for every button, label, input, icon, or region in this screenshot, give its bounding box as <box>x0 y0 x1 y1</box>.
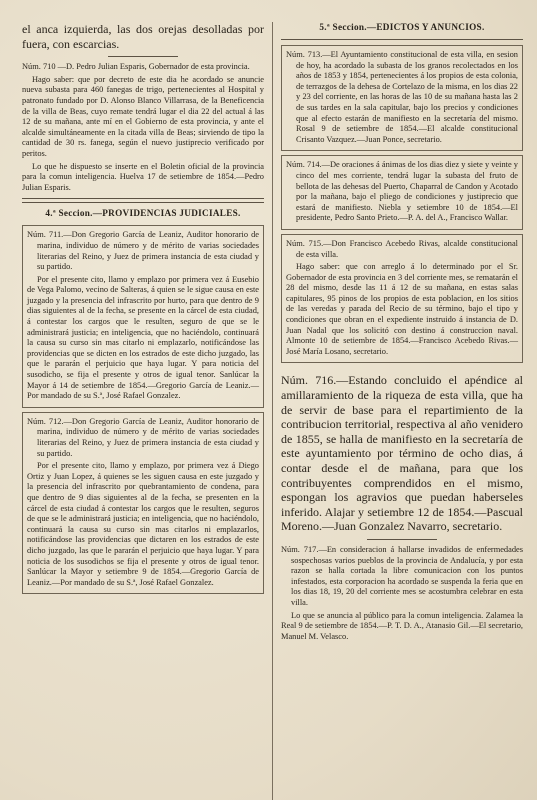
entry-714-text: Núm. 714.—De oraciones á ánimas de los dias diez y siete y veinte y cinco del mes corriente, tendrá lugar la subasta del fruto de bellota de las dehesas del Puerto, Chaparral de Candon y Acotado por la mañana, bajo el pliego de condiciones y justiprecio que estará de manifiesto. Niebla y setiembre 10 de 1854.—El presidente, Pedro Santo Prieto.—P. A. del A., Francisco Wallar. <box>286 160 518 223</box>
entry-712-body: Por el presente cito, llamo y emplazo, por primera vez á Diego Ortiz y Juan Lopez, á quienes se les siguen causa en este juzgado y la presencia del infrascrito por quebrantamiento de condena, para que dentro de 9 dias siguientes al de la fecha, se presenten en la cárcel de esta ciudad á contestar los cargos que le resulten, seguros de que se le administrará justicia; en inteligencia, que no haciéndolo, continuará la causa su curso sin mas citarlos ni emplazarlos, notificándose las providencias que dictaren en los estrados de este dicho juzgado, las que le pararán el perjuicio que haya lugar. Y para noticia de los susodichos se fija el presente y otros de igual tenor. Sanlúcar la Mayor y setiembre 9 de 1854.—Gregorio García de Leaniz.—Por mandado de su S.ª, José Rafael Gonzalez. <box>27 461 259 587</box>
entry-710-closing: Lo que he dispuesto se inserte en el Boletin oficial de la provincia para la comun inteligencia. Huelva 17 de setiembre de 1854.—Pedro Julian Esparis. <box>22 161 264 192</box>
divider <box>108 56 178 57</box>
section-5-heading: 5.ª Seccion.—EDICTOS Y ANUNCIOS. <box>319 22 485 32</box>
two-column-layout <box>22 22 523 800</box>
divider <box>281 39 523 40</box>
entry-717-closing: Lo que se anuncia al público para la comun inteligencia. Zalamea la Real 9 de setiembre de 1854.—P. T. D. A., Atanasio Gil.—El secretario, Manuel M. Velasco. <box>281 610 523 641</box>
entry-713 <box>281 45 523 151</box>
entry-717-body: Núm. 717.—En consideracion á hallarse invadidos de enfermedades sospechosas varios pueblos de la provincia de Andalucía, y por esta razon se halla cortada la libre comunicacion con los puntos infestados, esta corporacion ha acordado se suspenda la feria que en los dias 18, 19, 20 del corriente mes se acostumbra celebrar en esta villa. <box>281 544 523 607</box>
right-column <box>281 22 523 800</box>
entry-711 <box>22 225 264 408</box>
entry-716-text: Núm. 716.—Estando concluido el apéndice al amillaramiento de la riqueza de esta villa, que ha de servir de base para el repartimiento de la contribucion territorial, respectiva al año venidero de 1855, se halla de manifiesto en la secretaría de este ayuntamiento por término de ocho dias, á contar desde el de mañana, para que los contribuyentes comprendidos en el mismo, espongan los agravios que puedan haberseles inferido. Alajar y setiembre 12 de 1854.—Pascual Moreno.—Juan Gonzalez Navarro, secretario. <box>281 373 523 534</box>
entry-713-text: Núm. 713.—El Ayuntamiento constitucional de esta villa, en sesion de hoy, ha acordado la subasta de los granos recolectados en los años de 1853 y 1854, pertenecientes á los propios de esta colonia, de terrazgos de la dehesa de Cortelazo de la misma, en los dias 22 y 23 del corriente, en las horas de las 10 de su mañana hasta las 2 de sus tardes en la sala capitular, bajo los precios y condiciones que al efecto estarán de manifiesto en la secretaría del mismo. Rosal 9 de setiembre de 1854.—El alcalde constitucional Crisanto Vazquez.—Juan Ponce, secretario. <box>286 50 518 144</box>
entry-711-heading: Núm. 711.—Don Gregorio García de Leaniz, Auditor honorario de marina, individuo de número y de mérito de varias sociedades literarias del Reino, y Juez de primera instancia de esta ciudad y su partido. <box>27 230 259 272</box>
entry-710-body: Hago saber: que por decreto de este dia he acordado se anuncie nueva subasta para 460 fanegas de trigo, pertenecientes al Hospital y patronato fundado por D. Alonso Blanco Villarrasa, de la Beneficencia de la villa de Beas, cuyo remate tendrá lugar el dia 22 del actual á las 12 de su mañana, ante mí en el Gobierno de esta provincia, y ante el alcalde simultáneamente en la citada villa de Beas; sirviendo de tipo la cantidad de 30 rs. fanega, según el nuevo justiprecio verificado por peritos. <box>22 74 264 158</box>
entry-714 <box>281 155 523 230</box>
entry-710 <box>22 62 264 193</box>
intro-paragraph: el anca izquierda, las dos orejas desolladas por fuera, con escarcias. <box>22 22 264 51</box>
entry-715-heading: Núm. 715.—Don Francisco Acebedo Rivas, alcalde constitucional de esta villa. <box>286 238 518 259</box>
left-column <box>22 22 264 800</box>
entry-717 <box>281 545 523 642</box>
column-rule <box>272 22 273 800</box>
entry-711-body: Por el presente cito, llamo y emplazo por primera vez á Eusebio de Vega Palomo, vecino de Salteras, á quien se le sigue causa en este juzgado y la presencia del infrascrito por hurto, para que dentro de 9 dias siguientes al de la fecha, se presente en la cárcel de esta ciudad, á contestar los cargos que le resulten, seguro de que se le administrará justicia; en inteligencia, que no haciéndolo, continuará la causa su curso sin mas citarlo ni emplazarlo, notificándose las providencias que se dicten en los estrados de este dicho juzgado, las que le pararán el perjuicio que haya lugar. Y para noticia del susodicho, se fija el presente y otros de igual tenor. Sanlúcar la Mayor á 14 de setiembre de 1854.—Gregorio García de Leaniz.—Por mandado de su S.ª, José Rafael Gonzalez. <box>27 274 259 401</box>
divider <box>367 539 437 540</box>
entry-712-heading: Núm. 712.—Don Gregorio García de Leaniz, Auditor honorario de marina, individuo de número y de mérito de varias sociedades literarias del Reino, y Juez de primera instancia de esta ciudad y su partido. <box>27 416 259 458</box>
entry-715-body: Hago saber: que con arreglo á lo determinado por el Sr. Gobernador de esta provincia en 3 del corriente mes, se rematarán el 28 del mismo, desde las 11 á 12 de su mañana, en estas salas capitulares, 95 pinos de los propios de esta poblacion, en los sitios de las veredas y parada del Recio de su término, bajo el tipo y condiciones que obran en el expediente instruido á instancia de D. Juan Nadal que los solicitó con destino á construccion naval. Almonte 10 de setiembre de 1854.—Francisco Acebedo Rivas.—José María Losano, secretario. <box>286 262 518 356</box>
entry-712 <box>22 412 264 595</box>
section-divider <box>22 198 264 203</box>
section-4-heading: 4.ª Seccion.—PROVIDENCIAS JUDICIALES. <box>45 208 241 219</box>
entry-715 <box>281 234 523 364</box>
entry-710-heading: Núm. 710 —D. Pedro Julian Esparis, Gobernador de esta provincia. <box>22 62 250 72</box>
